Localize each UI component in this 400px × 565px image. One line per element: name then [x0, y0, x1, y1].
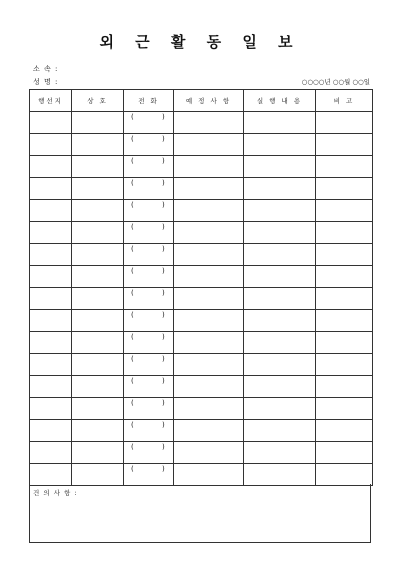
table-row	[30, 288, 373, 310]
cell-executed[interactable]	[244, 200, 316, 222]
table-row	[30, 178, 373, 200]
cell-company[interactable]	[72, 398, 124, 420]
cell-executed[interactable]	[244, 398, 316, 420]
cell-executed[interactable]	[244, 354, 316, 376]
cell-phone[interactable]	[124, 376, 174, 398]
cell-phone[interactable]	[124, 288, 174, 310]
cell-phone[interactable]	[124, 222, 174, 244]
phone-open-paren: (	[131, 245, 134, 253]
cell-planned[interactable]	[174, 464, 244, 486]
phone-open-paren: (	[131, 113, 134, 121]
phone-close-paren: )	[162, 245, 165, 253]
cell-company[interactable]	[72, 354, 124, 376]
cell-executed[interactable]	[244, 332, 316, 354]
phone-close-paren: )	[162, 157, 165, 165]
phone-open-paren: (	[131, 355, 134, 363]
cell-company[interactable]	[72, 178, 124, 200]
phone-close-paren: )	[162, 289, 165, 297]
cell-planned[interactable]	[174, 420, 244, 442]
table-row	[30, 376, 373, 398]
cell-executed[interactable]	[244, 178, 316, 200]
cell-planned[interactable]	[174, 244, 244, 266]
cell-planned[interactable]	[174, 266, 244, 288]
cell-note[interactable]	[316, 200, 373, 222]
cell-planned[interactable]	[174, 398, 244, 420]
report-date: ○○○○년 ○○월 ○○일	[301, 78, 370, 86]
cell-phone[interactable]	[124, 310, 174, 332]
cell-executed[interactable]	[244, 376, 316, 398]
cell-destination[interactable]	[30, 354, 72, 376]
phone-open-paren: (	[131, 333, 134, 341]
cell-note[interactable]	[316, 310, 373, 332]
remarks-label: 건 의 사 항 :	[33, 489, 78, 497]
cell-note[interactable]	[316, 266, 373, 288]
phone-open-paren: (	[131, 443, 134, 451]
phone-close-paren: )	[162, 201, 165, 209]
cell-destination[interactable]	[30, 420, 72, 442]
cell-executed[interactable]	[244, 266, 316, 288]
cell-phone[interactable]	[124, 112, 174, 134]
phone-open-paren: (	[131, 179, 134, 187]
cell-company[interactable]	[72, 112, 124, 134]
cell-company[interactable]	[72, 332, 124, 354]
phone-close-paren: )	[162, 355, 165, 363]
cell-note[interactable]	[316, 354, 373, 376]
phone-close-paren: )	[162, 421, 165, 429]
cell-phone[interactable]	[124, 156, 174, 178]
cell-company[interactable]	[72, 464, 124, 486]
cell-note[interactable]	[316, 442, 373, 464]
cell-phone[interactable]	[124, 420, 174, 442]
cell-phone[interactable]	[124, 354, 174, 376]
cell-destination[interactable]	[30, 178, 72, 200]
table-row	[30, 134, 373, 156]
cell-destination[interactable]	[30, 156, 72, 178]
cell-planned[interactable]	[174, 332, 244, 354]
cell-executed[interactable]	[244, 156, 316, 178]
table-body	[30, 112, 373, 486]
cell-planned[interactable]	[174, 200, 244, 222]
cell-executed[interactable]	[244, 442, 316, 464]
table-row	[30, 200, 373, 222]
cell-phone[interactable]	[124, 266, 174, 288]
cell-planned[interactable]	[174, 310, 244, 332]
phone-open-paren: (	[131, 421, 134, 429]
cell-note[interactable]	[316, 464, 373, 486]
header-company: 상 호	[72, 90, 124, 112]
phone-open-paren: (	[131, 289, 134, 297]
table-row	[30, 244, 373, 266]
cell-company[interactable]	[72, 156, 124, 178]
cell-executed[interactable]	[244, 244, 316, 266]
cell-note[interactable]	[316, 222, 373, 244]
cell-phone[interactable]	[124, 134, 174, 156]
cell-destination[interactable]	[30, 200, 72, 222]
cell-company[interactable]	[72, 442, 124, 464]
phone-open-paren: (	[131, 399, 134, 407]
cell-note[interactable]	[316, 288, 373, 310]
cell-planned[interactable]	[174, 156, 244, 178]
activity-table	[29, 89, 373, 486]
cell-company[interactable]	[72, 222, 124, 244]
cell-destination[interactable]	[30, 266, 72, 288]
cell-executed[interactable]	[244, 288, 316, 310]
header-destination: 행선지	[30, 90, 72, 112]
table-row	[30, 332, 373, 354]
affiliation-label: 소 속 :	[33, 65, 59, 73]
cell-executed[interactable]	[244, 222, 316, 244]
name-label: 성 명 :	[33, 78, 59, 86]
phone-close-paren: )	[162, 135, 165, 143]
cell-destination[interactable]	[30, 288, 72, 310]
cell-destination[interactable]	[30, 464, 72, 486]
cell-destination[interactable]	[30, 112, 72, 134]
cell-executed[interactable]	[244, 464, 316, 486]
table-row	[30, 266, 373, 288]
cell-company[interactable]	[72, 420, 124, 442]
table-row	[30, 464, 373, 486]
cell-planned[interactable]	[174, 376, 244, 398]
cell-note[interactable]	[316, 134, 373, 156]
cell-phone[interactable]	[124, 200, 174, 222]
cell-note[interactable]	[316, 112, 373, 134]
cell-executed[interactable]	[244, 420, 316, 442]
phone-close-paren: )	[162, 267, 165, 275]
cell-phone[interactable]	[124, 442, 174, 464]
cell-destination[interactable]	[30, 332, 72, 354]
cell-company[interactable]	[72, 376, 124, 398]
phone-close-paren: )	[162, 399, 165, 407]
header-planned: 예 정 사 항	[174, 90, 244, 112]
phone-close-paren: )	[162, 377, 165, 385]
cell-company[interactable]	[72, 244, 124, 266]
table-row	[30, 354, 373, 376]
table-row	[30, 112, 373, 134]
cell-executed[interactable]	[244, 112, 316, 134]
cell-destination[interactable]	[30, 442, 72, 464]
table-header-row	[30, 90, 373, 112]
table-row	[30, 310, 373, 332]
phone-open-paren: (	[131, 157, 134, 165]
cell-phone[interactable]	[124, 332, 174, 354]
phone-close-paren: )	[162, 333, 165, 341]
table-row	[30, 156, 373, 178]
table-row	[30, 222, 373, 244]
cell-destination[interactable]	[30, 134, 72, 156]
cell-company[interactable]	[72, 310, 124, 332]
cell-planned[interactable]	[174, 134, 244, 156]
phone-open-paren: (	[131, 201, 134, 209]
phone-open-paren: (	[131, 465, 134, 473]
phone-open-paren: (	[131, 311, 134, 319]
table-row	[30, 420, 373, 442]
phone-open-paren: (	[131, 223, 134, 231]
phone-open-paren: (	[131, 377, 134, 385]
cell-destination[interactable]	[30, 310, 72, 332]
cell-planned[interactable]	[174, 442, 244, 464]
phone-close-paren: )	[162, 311, 165, 319]
cell-note[interactable]	[316, 244, 373, 266]
cell-note[interactable]	[316, 376, 373, 398]
phone-close-paren: )	[162, 465, 165, 473]
cell-note[interactable]	[316, 332, 373, 354]
cell-phone[interactable]	[124, 464, 174, 486]
phone-close-paren: )	[162, 113, 165, 121]
cell-destination[interactable]	[30, 376, 72, 398]
cell-phone[interactable]	[124, 398, 174, 420]
cell-destination[interactable]	[30, 244, 72, 266]
cell-note[interactable]	[316, 398, 373, 420]
cell-executed[interactable]	[244, 134, 316, 156]
cell-note[interactable]	[316, 420, 373, 442]
page-title: 외 근 활 동 일 보	[99, 33, 301, 51]
cell-planned[interactable]	[174, 288, 244, 310]
cell-company[interactable]	[72, 266, 124, 288]
header-note: 비 고	[316, 90, 373, 112]
table-row	[30, 442, 373, 464]
cell-planned[interactable]	[174, 222, 244, 244]
cell-planned[interactable]	[174, 178, 244, 200]
header-executed: 실 행 내 용	[244, 90, 316, 112]
cell-phone[interactable]	[124, 178, 174, 200]
phone-close-paren: )	[162, 443, 165, 451]
phone-open-paren: (	[131, 135, 134, 143]
cell-note[interactable]	[316, 178, 373, 200]
remarks-box	[29, 484, 371, 543]
cell-company[interactable]	[72, 288, 124, 310]
cell-executed[interactable]	[244, 310, 316, 332]
phone-open-paren: (	[131, 267, 134, 275]
table-row	[30, 398, 373, 420]
cell-planned[interactable]	[174, 112, 244, 134]
cell-planned[interactable]	[174, 354, 244, 376]
cell-destination[interactable]	[30, 222, 72, 244]
cell-company[interactable]	[72, 134, 124, 156]
cell-destination[interactable]	[30, 398, 72, 420]
header-phone: 전 화	[124, 90, 174, 112]
cell-note[interactable]	[316, 156, 373, 178]
cell-phone[interactable]	[124, 244, 174, 266]
phone-close-paren: )	[162, 179, 165, 187]
phone-close-paren: )	[162, 223, 165, 231]
cell-company[interactable]	[72, 200, 124, 222]
